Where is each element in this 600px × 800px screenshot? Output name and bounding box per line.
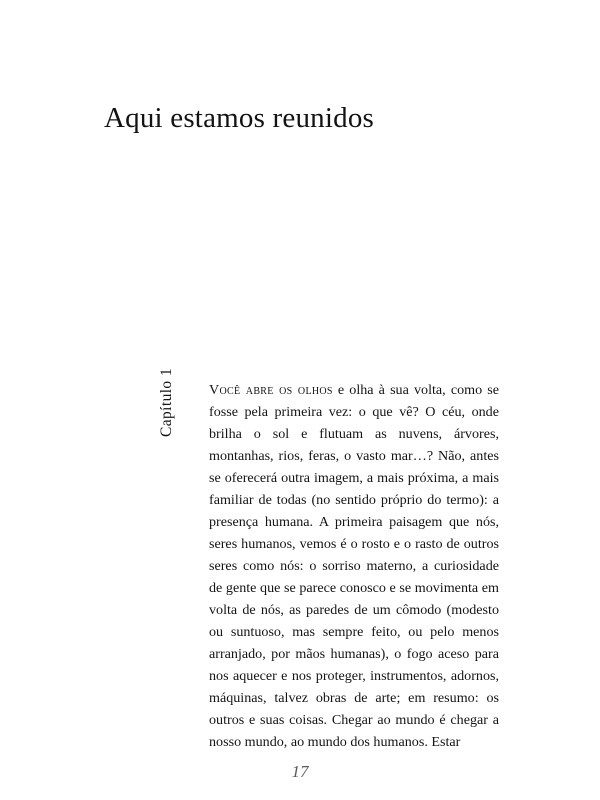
opening-small-caps: Você abre os olhos: [209, 382, 333, 399]
page-title: Aqui estamos reunidos: [104, 102, 375, 135]
body-paragraph: [209, 380, 499, 754]
page-number: 17: [291, 762, 309, 781]
body-paragraph-text: e olha à sua volta, como se fosse pela primeira vez: o que vê? O céu, onde brilha o sol e flutuam as nuvens, árvores, montanhas, rios, feras, o vasto mar…? Não, antes se oferecerá outra imagem, a mais próxima, a mais familiar de todas (no sentido próprio do termo): a presença humana. A primeira paisagem que nós, seres humanos, vemos é o rosto e o rasto de outros seres como nós: o sorriso materno, a curiosidade de gente que se parece conosco e se movimenta em volta de nós, as paredes de um cômodo (modesto ou suntuoso, mas sempre feito, ou pelo menos arranjado, por mãos humanas), o fogo aceso para nos aquecer e nos proteger, instrumentos, adornos, máquinas, talvez obras de arte; em resumo: os outros e suas coisas. Chegar ao mundo é chegar a nosso mundo, ao mundo dos humanos. Estar: [209, 382, 500, 750]
chapter-number-label: Capítulo 1: [158, 368, 175, 438]
